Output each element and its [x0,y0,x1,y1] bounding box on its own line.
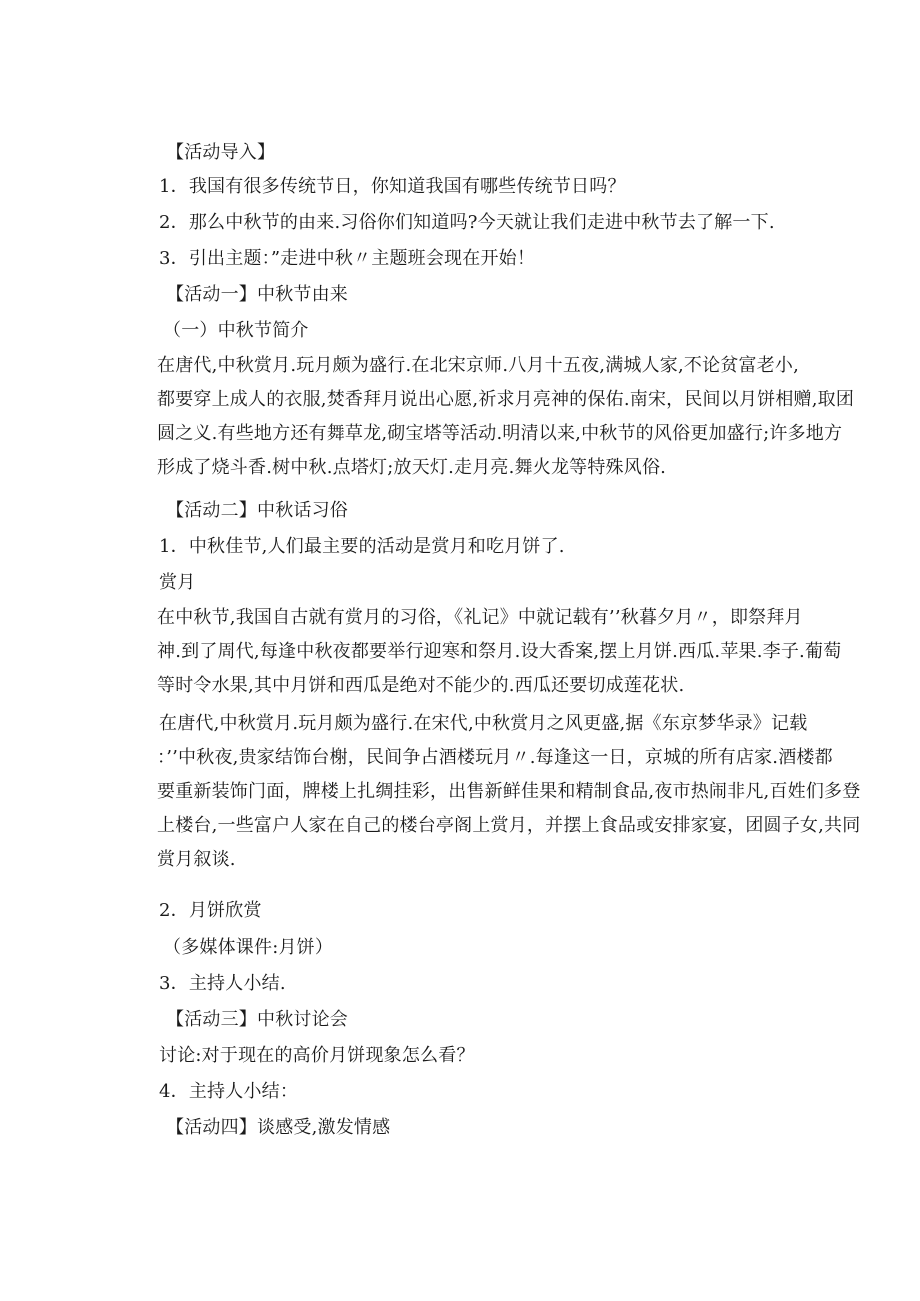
activity2-item-3: 3．主持人小结. [159,973,286,994]
activity1-heading: 【活动一】中秋节由来 [166,284,348,305]
activity2-subtitle: 赏月 [159,572,196,593]
paragraph-line: 要重新装饰门面，牌楼上扎绸挂彩，出售新鲜佳果和精制食品,夜市热闹非凡,百姓们多登 [157,781,861,802]
activity3-discussion: 讨论:对于现在的高价月饼现象怎么看？ [159,1045,475,1066]
paragraph-line: 神.到了周代,每逢中秋夜都要举行迎寒和祭月.设大香案,摆上月饼.西瓜.苹果.李子.葡萄 [157,641,842,662]
intro-item-1: 1．我国有很多传统节日，你知道我国有哪些传统节日吗？ [159,176,626,197]
activity2-multimedia-note: （多媒体课件:月饼） [163,937,334,958]
paragraph-line: 上楼台,一些富户人家在自己的楼台亭阁上赏月，并摆上食品或安排家宴，团圆子女,共同 [157,815,861,836]
paragraph-line: 在中秋节,我国自古就有赏月的习俗，《礼记》中就记载有’’秋暮夕月〃，即祭拜月 [157,607,803,628]
paragraph-line: 等时令水果,其中月饼和西瓜是绝对不能少的.西瓜还要切成莲花状. [157,675,685,696]
activity4-heading: 【活动四】谈感受,激发情感 [166,1117,391,1138]
activity2-paragraph-2 [157,707,861,877]
paragraph-line: 都要穿上成人的衣服,焚香拜月说出心愿,祈求月亮神的保佑.南宋，民间以月饼相赠,取团 [157,389,855,410]
activity3-heading: 【活动三】中秋讨论会 [166,1009,348,1030]
paragraph-line: 赏月叙谈. [157,849,236,870]
paragraph-line: 形成了烧斗香.树中秋.点塔灯;放天灯.走月亮.舞火龙等特殊风俗. [157,457,667,478]
intro-item-3: 3．引出主题：”走进中秋〃主题班会现在开始！ [159,248,536,269]
activity2-item-1: 1．中秋佳节,人们最主要的活动是赏月和吃月饼了. [159,536,565,557]
activity3-item-4: 4．主持人小结： [159,1081,299,1102]
intro-item-2: 2．那么中秋节的由来.习俗你们知道吗?今天就让我们走进中秋节去了解一下. [159,212,775,233]
activity2-heading: 【活动二】中秋话习俗 [166,500,348,521]
activity1-subheading: （一）中秋节简介 [163,320,309,341]
paragraph-line: ：’’中秋夜,贵家结饰台榭，民间争占酒楼玩月〃.每逢这一日，京城的所有店家.酒楼都 [157,747,833,768]
activity2-item-2: 2．月饼欣赏 [159,900,262,921]
intro-heading: 【活动导入】 [166,142,276,163]
paragraph-line: 圆之义.有些地方还有舞草龙,砌宝塔等活动.明清以来,中秋节的风俗更加盛行;许多地方 [157,423,843,444]
activity2-paragraph-1 [157,601,842,703]
paragraph-line: 在唐代,中秋赏月.玩月颇为盛行.在北宋京师.八月十五夜,满城人家,不论贫富老小, [157,355,800,376]
paragraph-line: 在唐代,中秋赏月.玩月颇为盛行.在宋代,中秋赏月之风更盛,据《东京梦华录》记载 [159,713,808,734]
activity1-paragraph [157,349,855,485]
